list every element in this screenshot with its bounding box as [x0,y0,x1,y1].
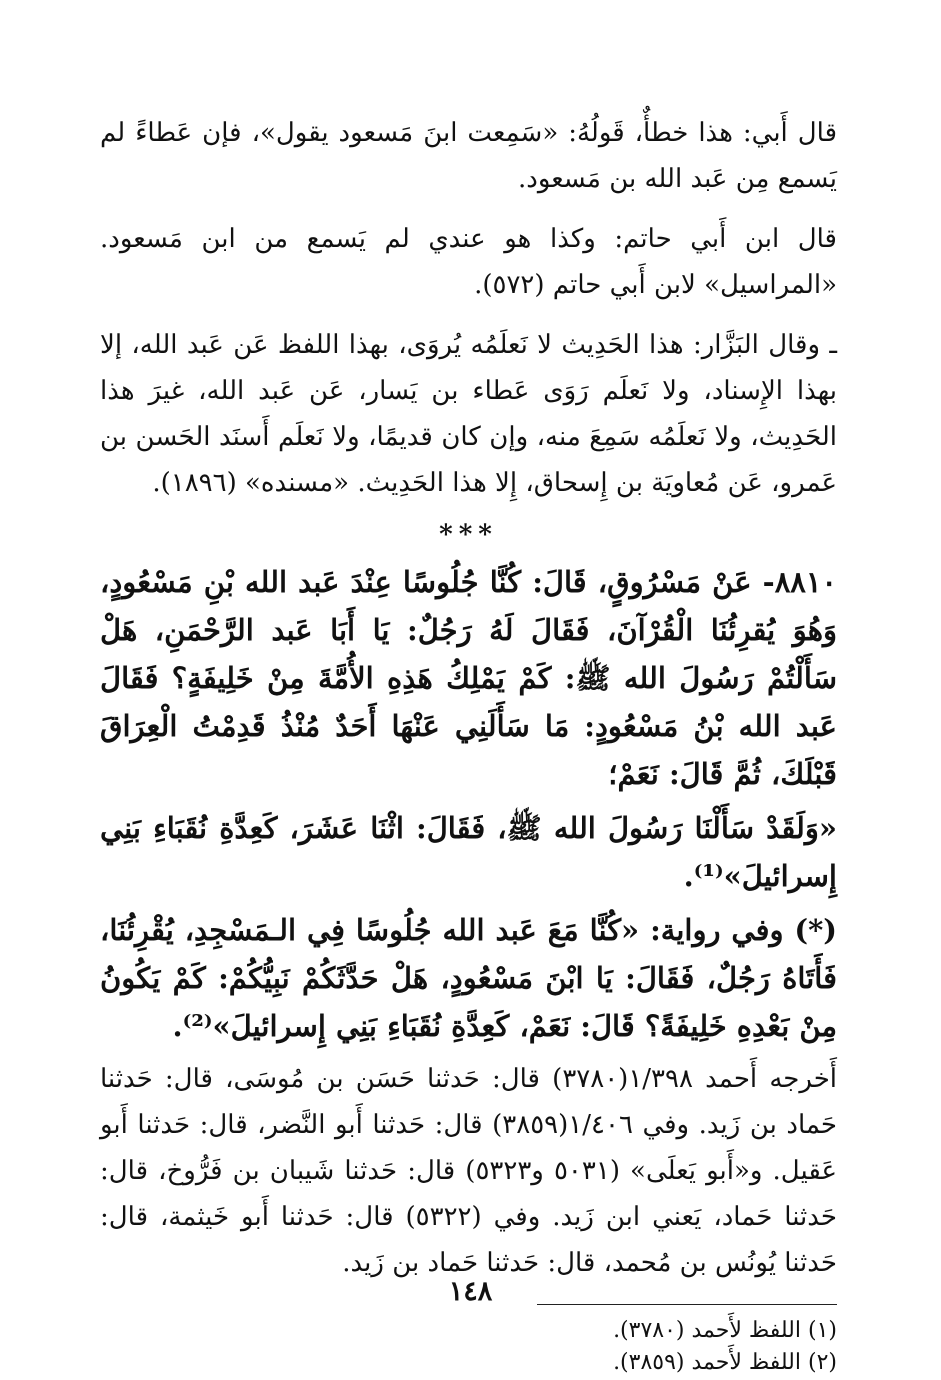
hadith-variant: (*) وفي رواية: «كُنَّا مَعَ عَبد الله جُلُوسًا فِي الـمَسْجِدِ، يُقْرِئُنَا، فَأَتَاهُ رَجُلٌ، فَقَالَ: يَا ابْنَ مَسْعُودٍ، هَلْ حَدَّثَكُمْ نَبِيُّكُمْ: كَمْ يَكُونُ مِنْ بَعْدِهِ خَلِيفَةً؟ قَالَ: نَعَمْ، كَعِدَّةِ نُقَبَاءِ بَنِي إِسرائيلَ»⁽²⁾. [100,913,837,1043]
hadith-quote: «وَلَقَدْ سَأَلْنَا رَسُولَ الله ﷺ، فَقَالَ: اثْنَا عَشَرَ، كَعِدَّةِ نُقَبَاءِ بَنِي إِسرائيلَ»⁽¹⁾. [100,811,837,893]
text-paragraph: قال أَبي: هذا خطأٌ، قَولُهُ: «سَمِعت ابنَ مَسعود يقول»، فإن عَطاءً لم يَسمع مِن عَبد الله بن مَسعود. [100,118,837,194]
section-separator: *** [439,520,498,550]
footnote: (١) اللفظ لأَحمد (٣٧٨٠). [613,1318,837,1343]
footnote: (٢) اللفظ لأَحمد (٣٨٥٩). [613,1350,837,1375]
page-number: ١٤٨ [448,1276,493,1307]
hadith-main-text: ٨٨١٠- عَنْ مَسْرُوقٍ، قَالَ: كُنَّا جُلُوسًا عِنْدَ عَبد الله بْنِ مَسْعُودٍ، وَهُوَ يُقرِئُنَا الْقُرْآنَ، فَقَالَ لَهُ رَجُلٌ: يَا أَبَا عَبد الرَّحْمَنِ، هَلْ سَأَلْتُمْ رَسُولَ الله ﷺ: كَمْ يَمْلِكُ هَذِهِ الأُمَّةَ مِنْ خَلِيفَةٍ؟ فَقَالَ عَبد الله بْنُ مَسْعُودٍ: مَا سَأَلَنِي عَنْهَا أَحَدٌ مُنْذُ قَدِمْتُ الْعِرَاقَ قَبْلَكَ، ثُمَّ قَالَ: نَعَمْ؛ [100,565,837,791]
text-paragraph: ـ وقال البَزَّار: هذا الحَدِيث لا نَعلَمُه يُروَى، بهذا اللفظ عَن عَبد الله، إلا بهذا الإِسناد، ولا نَعلَم رَوَى عَطاء بن يَسار، عَن عَبد الله، غيرَ هذا الحَدِيث، ولا نَعلَمُه سَمِعَ منه، وإن كان قديمًا، ولا نَعلَم أَسنَد الحَسن بن عَمرو، عَن مُعاويَة بن إِسحاق، إِلا هذا الحَدِيث. «مسنده» (١٨٩٦). [100,330,837,498]
takhrij-paragraph: أَخرجه أَحمد ١/٣٩٨(٣٧٨٠) قال: حَدثنا حَسَن بن مُوسَى، قال: حَدثنا حَماد بن زَيد. وفي ١/٤٠٦(٣٨٥٩) قال: حَدثنا أَبو النَّضر، قال: حَدثنا أَبو عَقيل. و«أَبو يَعلَى» (٥٠٣١ و٥٣٢٣) قال: حَدثنا شَيبان بن فَرُّوخ، قال: حَدثنا حَماد، يَعني ابن زَيد. وفي (٥٣٢٢) قال: حَدثنا أَبو خَيثمة، قال: حَدثنا يُونُس بن مُحمد، قال: حَدثنا حَماد بن زَيد. [100,1064,838,1278]
text-paragraph: قال ابن أَبي حاتم: وكذا هو عندي لم يَسمع من ابن مَسعود. «المراسيل» لابن أَبي حاتم (٥٧٢). [100,224,837,300]
